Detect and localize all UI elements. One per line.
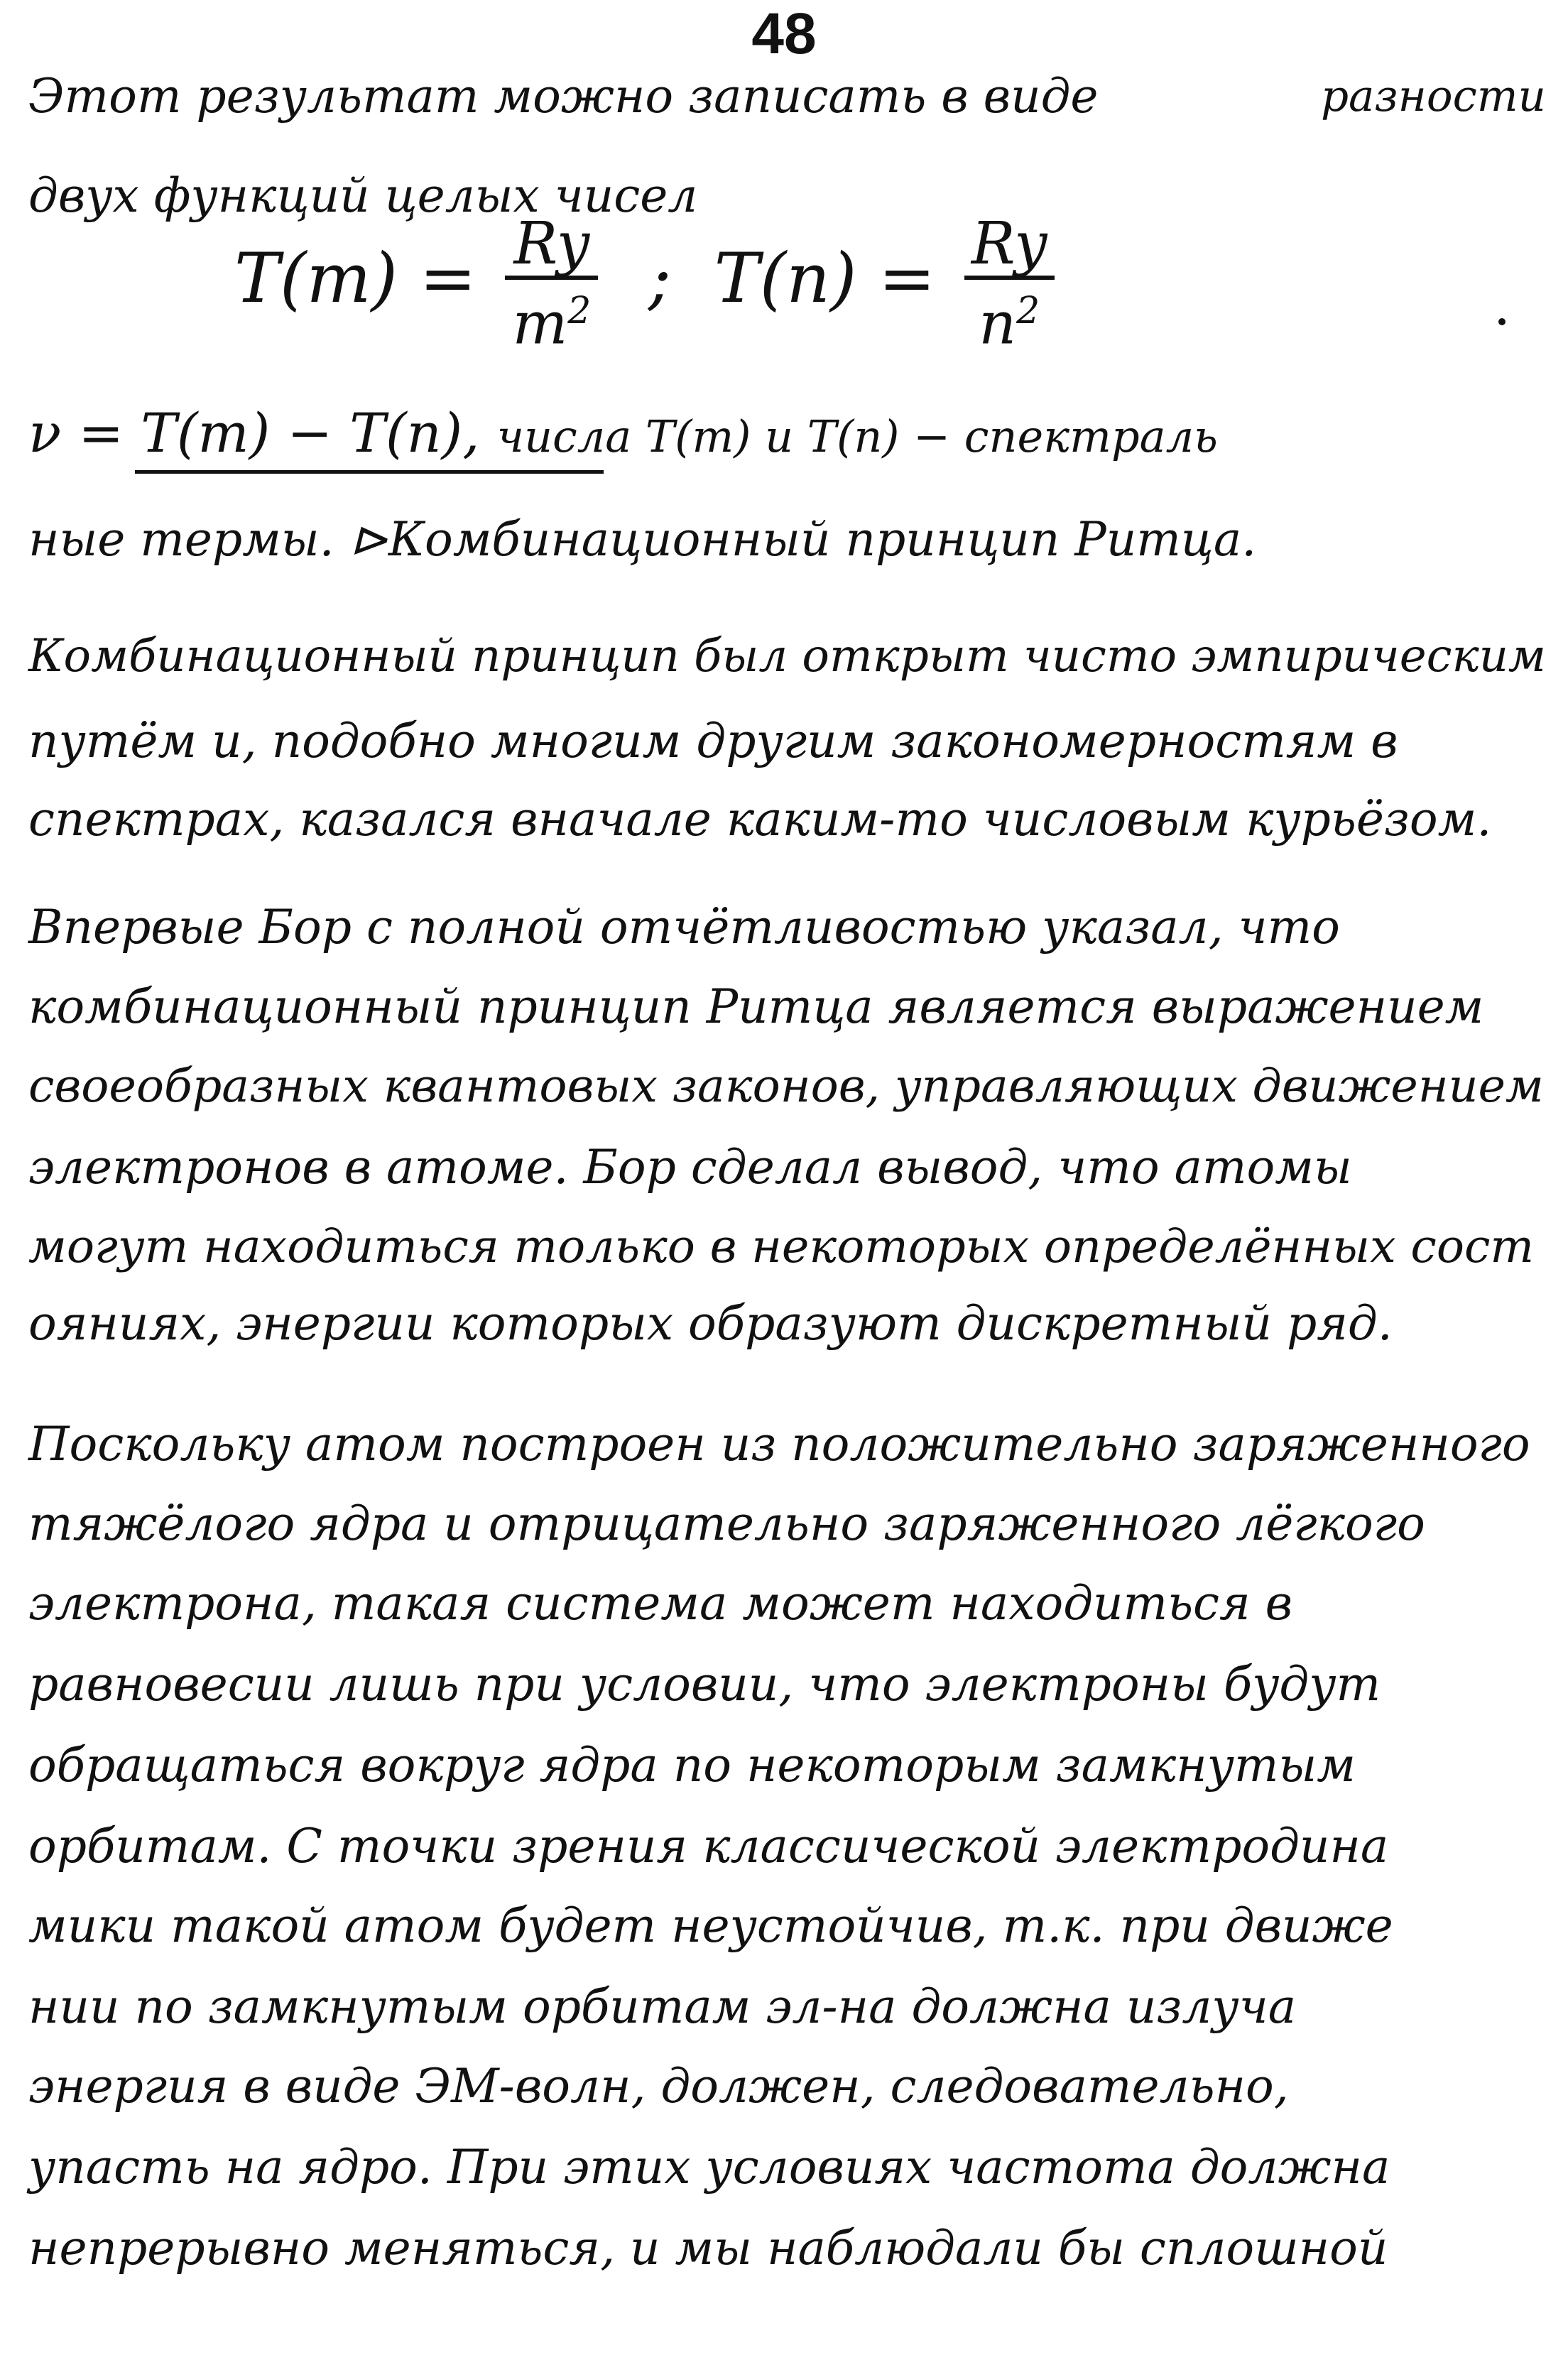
term-formula-lhs-m: T(m) = <box>234 239 477 319</box>
ritz-formula-underline <box>135 470 604 474</box>
term-formula-separator: ; <box>648 239 672 319</box>
intro-line-1-right <box>1321 65 1546 128</box>
fraction-n-den-power: 2 <box>1016 290 1040 332</box>
fraction-m <box>505 210 598 358</box>
stray-dot <box>1498 318 1506 325</box>
ritz-formula: ν = T(m) − T(n), <box>28 401 480 464</box>
paragraph-2-line-1: Впервые Бор с полной отчётливостью указал, что <box>28 900 1340 955</box>
paragraph-3-line-2: тяжёлого ядра и отрицательно заряженного лёгкого <box>28 1496 1425 1551</box>
fraction-m-den-power: 2 <box>567 290 592 332</box>
paragraph-2-line-5: могут находиться только в некоторых определённых сост <box>28 1220 1534 1273</box>
paragraph-3-line-1: Поскольку атом построен из положительно заряженного <box>28 1417 1530 1472</box>
ritz-line-2-text: ные термы. ⊳Комбинационный принцип Ритца. <box>28 512 1257 567</box>
paragraph-3-line-11: непрерывно меняться, и мы наблюдали бы сплошной <box>28 2221 1388 2275</box>
fraction-n <box>964 210 1055 358</box>
paragraph-1-line-3: спектрах, казался вначале каким-то числовым курьёзом. <box>28 792 1492 847</box>
paragraph-3-line-8: нии по замкнутым орбитам эл-на должна излуча <box>28 1979 1297 2034</box>
fraction-m-den-base: m <box>512 290 568 358</box>
fraction-n-denominator <box>964 280 1055 358</box>
term-formula-lhs-n: T(n) = <box>714 239 936 319</box>
paragraph-3-line-7: мики такой атом будет неустойчив, т.к. при движе <box>28 1898 1393 1953</box>
ritz-line-2 <box>28 509 1256 571</box>
paragraph-2-line-6: ояниях, энергии которых образуют дискретный ряд. <box>28 1296 1393 1351</box>
fraction-m-denominator <box>505 280 598 358</box>
paragraph-3-line-10: упасть на ядро. При этих условиях частота должна <box>28 2140 1390 2195</box>
fraction-n-den-base: n <box>979 290 1017 358</box>
paragraph-1-line-2: путём и, подобно многим другим закономерностям в <box>28 714 1398 768</box>
page-number: 48 <box>751 1 817 66</box>
ritz-line-1-text: числа T(m) и T(n) − спектраль <box>496 410 1218 462</box>
intro-line-2-text: двух функций целых чисел <box>28 168 698 223</box>
paragraph-3-line-4: равновесии лишь при условии, что электроны будут <box>28 1657 1381 1712</box>
paragraph-2-line-2: комбинационный принцип Ритца является выражением <box>28 979 1484 1034</box>
paragraph-3-line-6: орбитам. С точки зрения классической электродина <box>28 1819 1389 1874</box>
intro-line-1-text: Этот результат можно записать в виде <box>28 69 1099 124</box>
paragraph-2-line-4: электронов в атоме. Бор сделал вывод, что атомы <box>28 1140 1352 1195</box>
paragraph-1-line-1: Комбинационный принцип был открыт чисто эмпирическим <box>28 630 1546 683</box>
ritz-line-1 <box>28 398 1218 472</box>
fraction-m-numerator: Ry <box>505 213 598 280</box>
intro-line-1-right-text: разности <box>1321 71 1546 121</box>
paragraph-3-line-3: электрона, такая система может находиться в <box>28 1576 1293 1631</box>
paragraph-2-line-3: своеобразных квантовых законов, управляющих движением <box>28 1060 1544 1113</box>
paragraph-3-line-9: энергия в виде ЭМ-волн, должен, следовательно, <box>28 2059 1289 2114</box>
term-formula <box>234 210 1062 358</box>
paragraph-3-line-5: обращаться вокруг ядра по некоторым замкнутым <box>28 1738 1356 1793</box>
fraction-n-numerator: Ry <box>964 213 1055 280</box>
intro-line-1 <box>28 65 1098 128</box>
